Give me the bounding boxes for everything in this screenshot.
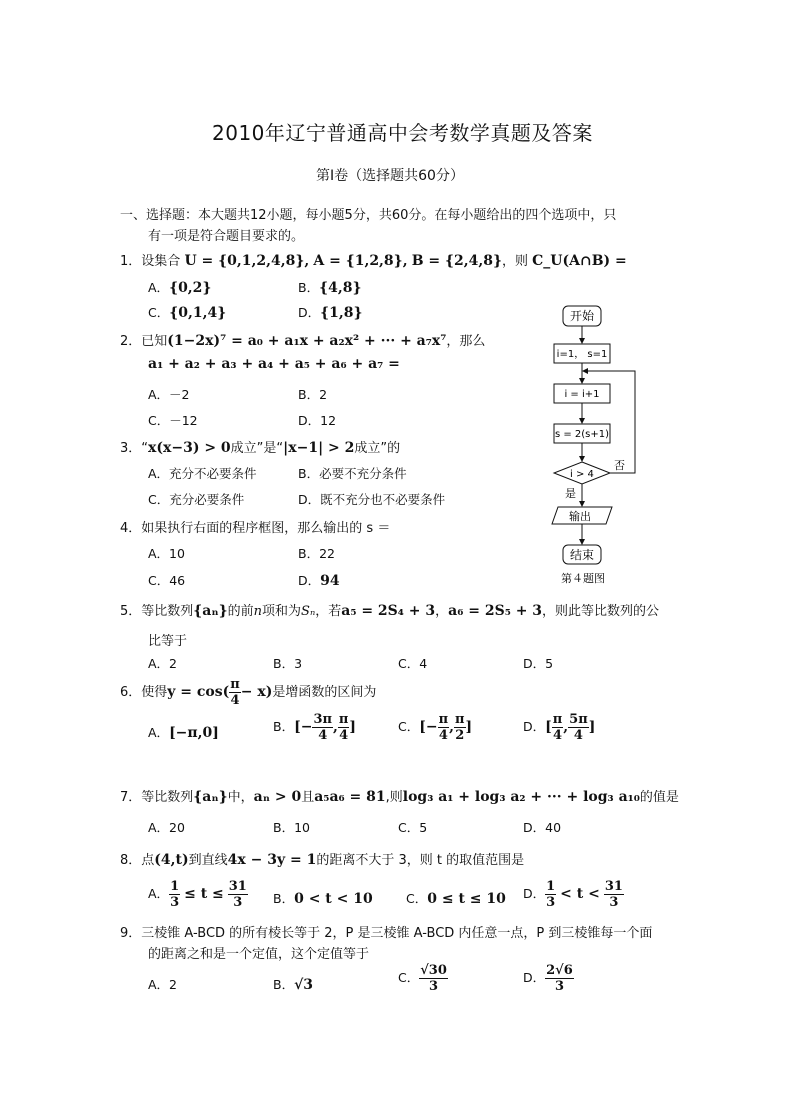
flow-init-label: i=1， s=1 bbox=[556, 349, 608, 360]
option-d: D．5 bbox=[523, 656, 554, 671]
option-c: C．充分必要条件 bbox=[148, 492, 245, 507]
question-9-stem-cont: 的距离之和是一个定值，这个定值等于 bbox=[148, 947, 370, 962]
option-c: C．46 bbox=[148, 573, 186, 588]
question-2-sum: a₁ + a₂ + a₃ + a₄ + a₅ + a₆ + a₇ = bbox=[148, 356, 400, 372]
math-complement: C_U(A∩B) = bbox=[532, 253, 627, 269]
option-d: D． $\frac{1}{3}$ < t < $\frac{31}{3}$ bbox=[523, 879, 623, 910]
option-b: B．3 bbox=[273, 656, 303, 671]
option-a: A．充分不必要条件 bbox=[148, 466, 257, 481]
option-a: A．10 bbox=[148, 546, 185, 561]
option-d: D．{1,8} bbox=[298, 305, 363, 321]
flow-decision-label: i > 4 bbox=[570, 469, 594, 480]
option-a: A． $\frac{1}{3}$ ≤ t ≤ $\frac{31}{3}$ bbox=[148, 879, 247, 910]
option-c: C．{0,1,4} bbox=[148, 305, 227, 321]
option-b: B．[− $\frac{3\pi}{4}$ , $\frac{\pi}{4}$ ] bbox=[273, 712, 357, 743]
option-a: A．{0,2} bbox=[148, 280, 212, 296]
option-a: A．2 bbox=[148, 656, 178, 671]
question-text: 设集合 bbox=[141, 254, 181, 269]
option-d: D．[ $\frac{\pi}{4}$ , $\frac{5\pi}{4}$ ] bbox=[523, 712, 596, 743]
option-c: C．4 bbox=[398, 656, 428, 671]
flow-yes-label: 是 bbox=[565, 487, 576, 500]
option-a: A．[−π,0] bbox=[148, 725, 219, 741]
option-c: C．5 bbox=[398, 820, 428, 835]
option-b: B．0 < t < 10 bbox=[273, 891, 373, 907]
option-a: A．20 bbox=[148, 820, 185, 835]
question-5-stem: 5．等比数列{aₙ}的前n项和为Sₙ，若a₅ = 2S₄ + 3，a₆ = 2S₅ + 3，则此等比数列的公 bbox=[120, 603, 660, 619]
option-d: D．40 bbox=[523, 820, 562, 835]
math-binomial: (1−2x)⁷ = a₀ + a₁x + a₂x² + ··· + a₇x⁷ bbox=[167, 333, 447, 349]
flow-no-label: 否 bbox=[614, 459, 625, 472]
section-instructions-line1: 一、选择题：本大题共12小题，每小题5分，共60分。在每小题给出的四个选项中，只 bbox=[120, 208, 617, 223]
page-title: 2010年辽宁普通高中会考数学真题及答案 bbox=[212, 121, 593, 145]
math-set-b: B = {2,4,8} bbox=[411, 253, 502, 269]
option-d: D．12 bbox=[298, 413, 337, 428]
option-d: D． $\frac{2√6}{3}$ bbox=[523, 963, 573, 994]
question-3-stem: 3．“x(x−3) > 0成立”是“|x−1| > 2成立”的 bbox=[120, 440, 401, 456]
option-a: A．2 bbox=[148, 977, 178, 992]
question-text: ，则 bbox=[502, 254, 529, 269]
math-set-a: A = {1,2,8} bbox=[313, 253, 403, 269]
option-c: C． $\frac{√30}{3}$ bbox=[398, 963, 447, 994]
option-c: C．0 ≤ t ≤ 10 bbox=[406, 891, 506, 907]
option-d: D．94 bbox=[298, 573, 340, 589]
option-b: B．22 bbox=[298, 546, 335, 561]
option-b: B．必要不充分条件 bbox=[298, 466, 407, 481]
flowchart-caption: 第４题图 bbox=[561, 572, 605, 585]
option-c: C．[− $\frac{\pi}{4}$ , $\frac{\pi}{2}$ ] bbox=[398, 712, 473, 743]
section-subtitle: 第Ⅰ卷（选择题共60分） bbox=[316, 168, 464, 184]
question-number: 1． bbox=[120, 254, 142, 269]
question-8-stem: 8．点(4,t)到直线4x − 3y = 1的距离不大于 3，则 t 的取值范围是 bbox=[120, 852, 525, 868]
section-instructions-line2: 有一项是符合题目要求的。 bbox=[148, 229, 305, 244]
flow-increment-label: i = i+1 bbox=[564, 389, 600, 400]
question-1-stem: 1．设集合 U = {0,1,2,4,8}, A = {1,2,8}, B = {2,4,8}，则 C_U(A∩B) = bbox=[120, 253, 627, 269]
option-c: C．－12 bbox=[148, 413, 198, 428]
flow-assign-label: s = 2(s+1) bbox=[554, 429, 610, 440]
option-d: D．既不充分也不必要条件 bbox=[298, 492, 446, 507]
option-b: B．√3 bbox=[273, 977, 314, 993]
option-b: B．{4,8} bbox=[298, 280, 362, 296]
question-9-stem: 9．三棱锥 A-BCD 的所有棱长等于 2，P 是三棱锥 A-BCD 内任意一点，P 到三棱锥每一个面 bbox=[120, 926, 653, 941]
question-4-stem: 4．如果执行右面的程序框图，那么输出的 s ＝ bbox=[120, 521, 391, 536]
question-7-stem: 7．等比数列{aₙ}中，aₙ > 0且a₅a₆ = 81,则log₃ a₁ + log₃ a₂ + ··· + log₃ a₁₀的值是 bbox=[120, 789, 679, 805]
option-b: B．2 bbox=[298, 387, 328, 402]
flow-end-label: 结束 bbox=[569, 548, 595, 562]
question-6-stem: 6．使得y = cos( $\frac{\pi}{4}$ − x)是增函数的区间为 bbox=[120, 677, 377, 708]
question-5-stem-cont: 比等于 bbox=[148, 634, 188, 649]
option-b: B．10 bbox=[273, 820, 310, 835]
math-set-u: U = {0,1,2,4,8} bbox=[184, 253, 305, 269]
flow-output-label: 输出 bbox=[569, 510, 591, 523]
question-2-stem: 2．已知(1−2x)⁷ = a₀ + a₁x + a₂x² + ··· + a₇x⁷，那么 bbox=[120, 333, 486, 349]
flowchart-diagram bbox=[540, 300, 650, 590]
option-a: A．－2 bbox=[148, 387, 190, 402]
flow-start-label: 开始 bbox=[569, 309, 595, 323]
